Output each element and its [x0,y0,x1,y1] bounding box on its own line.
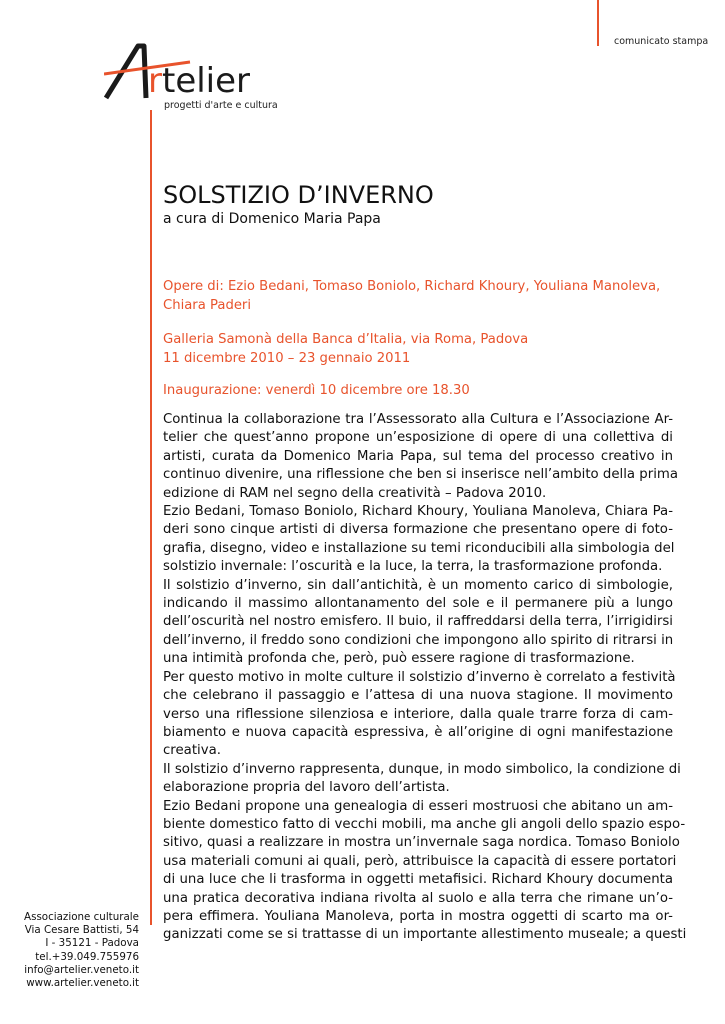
footer-line: I - 35121 - Padova [45,937,139,950]
body-line: Ezio Bedani propone una genealogia di esseri mostruosi che abitano un am- [163,798,673,814]
body-line: Il solstizio d’inverno, sin dall’antichità, è un momento carico di simbologie, [163,577,673,593]
footer-line: Associazione culturale [24,911,139,923]
logo-tagline: progetti d'arte e cultura [164,100,278,111]
document-type-label: comunicato stampa [614,36,709,47]
body-line: continuo divenire, una riflessione che ben si inserisce nell’ambito della prima [163,467,679,483]
opening-line: Inaugurazione: venerdì 10 dicembre ore 18.30 [163,383,470,398]
contact-footer [24,911,139,990]
body-line: elaborazione propria del lavoro dell’artista. [163,780,450,796]
artists-line: Chiara Paderi [163,297,252,313]
body-line: telier che quest’anno propone un’esposizione di opere di una collettiva di [163,430,673,446]
body-line: ganizzati come se si trattasse di un importante allestimento museale; a questi [163,927,687,943]
opening-block [163,382,683,401]
logo-wordmark-tail: rtelier [148,61,251,101]
body-line: verso una riflessione silenziosa e interiore, dalla quale trarre forza di cam- [163,706,673,722]
body-line: dell’inverno, il freddo sono condizioni che impongono allo spirito di ritrarsi in [163,632,674,648]
body-line: Ezio Bedani, Tomaso Boniolo, Richard Khoury, Youliana Manoleva, Chiara Pa- [163,504,673,520]
artelier-logo [104,40,278,120]
page-title: SOLSTIZIO D’INVERNO [163,181,434,209]
body-line: edizione di RAM nel segno della creatività – Padova 2010. [163,485,547,501]
body-line: artisti, curata da Domenico Maria Papa, sul tema del processo creativo in [163,448,673,464]
body-line: sitivo, quasi a realizzare in mostra un’invernale saga nordica. Tomaso Boniolo [163,835,680,851]
body-line: che celebrano il passaggio e l’attesa di una nuova stagione. Il movimento [163,688,673,704]
body-line: indicando il massimo allontanamento del sole e il permanere più a lungo [163,596,673,612]
body-line: deri sono cinque artisti di diversa formazione che presentano opere di foto- [163,522,673,538]
body-line: una intimità profonda che, però, può essere ragione di trasformazione. [163,651,635,667]
body-line: biente domestico fatto di vecchi mobili, ma anche gli angoli dello spazio espo- [163,816,686,832]
footer-line: Via Cesare Battisti, 54 [24,924,139,937]
artists-block [163,278,683,315]
body-line: creativa. [163,743,221,759]
margin-rule [150,110,152,925]
body-line: biamento e nuova capacità espressiva, è all’origine di ogni manifestazione [163,724,673,740]
venue-block [163,331,683,368]
body-line: solstizio invernale: l’oscurità e la luce, la terra, la trasformazione profonda. [163,559,663,575]
press-release-body [163,411,687,945]
venue-line: Galleria Samonà della Banca d’Italia, via Roma, Padova [163,332,529,347]
curator-line: a cura di Domenico Maria Papa [163,211,381,227]
header-divider [597,0,599,46]
dates-line: 11 dicembre 2010 – 23 gennaio 2011 [163,350,411,366]
artists-line: Opere di: Ezio Bedani, Tomaso Boniolo, Richard Khoury, Youliana Manoleva, [163,279,661,294]
body-line: Il solstizio d’inverno rappresenta, dunque, in modo simbolico, la condizione di [163,761,681,777]
body-line: dell’oscurità nel nostro emisfero. Il buio, il raffreddarsi della terra, l’irrigidirsi [163,614,673,630]
footer-line: tel.+39.049.755976 [35,950,139,963]
body-line: usa materiali comuni ai quali, però, attribuisce la capacità di essere portatori [163,853,677,869]
body-line: Continua la collaborazione tra l’Assessorato alla Cultura e l’Associazione Ar- [163,412,673,427]
body-line: Per questo motivo in molte culture il solstizio d’inverno è correlato a festività [163,669,676,685]
body-line: una pratica decorativa indiana rivolta al suolo e alla terra che rimane un’o- [163,890,673,906]
body-line: pera effimera. Youliana Manoleva, porta in mostra oggetti di scarto ma or- [163,908,673,924]
footer-line: www.artelier.veneto.it [26,977,139,990]
body-line: di una luce che li trasforma in oggetti metafisici. Richard Khoury documenta [163,872,673,888]
footer-line: info@artelier.veneto.it [24,963,139,976]
body-line: grafia, disegno, video e installazione su temi riconducibili alla simbologia del [163,540,675,556]
